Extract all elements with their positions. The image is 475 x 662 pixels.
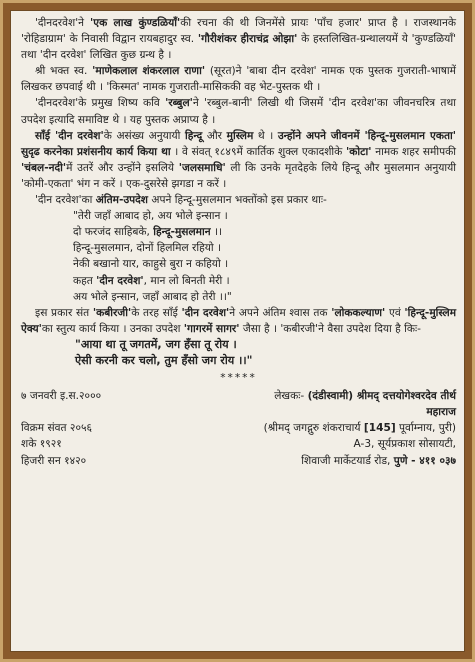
author-title: महाराज — [426, 406, 456, 419]
date-text: ७ जनवरी इ.स.२००० — [21, 390, 102, 403]
verse-line: अय भोले इन्सान, जहॉं आबाद हो तेरी ।।" — [73, 290, 232, 303]
text-run: । वे संवत् १८४९में कार्तिक शुक्ल एकादशीके — [170, 145, 347, 158]
verse-line: दो फरजंद साहिबके, हिन्दू-मुसलमान ।। — [73, 226, 223, 239]
text-run: के तरह सॉंई — [131, 306, 182, 319]
text-run: अपने हिन्दू-मुसलमान भक्तोंको इस प्रकार थाः- — [148, 194, 327, 207]
text-run: ने 'रब्बुल-बानी' लिखी थी जिसमें 'दीन दरवेश'का जीवनचरित्र तथा उपदेश इत्यादि समाविष्ट थे । यह पुस्तक अप्राप्य है । — [21, 97, 456, 126]
bold-text-run: मुस्लिम — [226, 129, 254, 142]
verse-line: नेकी बखानो यार, काहुसे बुरा न कहियो । — [73, 258, 229, 271]
calendar-dates — [21, 420, 92, 468]
address-line-2: A-3, सूर्यप्रकाश सोसायटी, — [353, 438, 456, 451]
footer-block — [21, 420, 456, 468]
author-line: लेखकः- (दंडीस्वामी) श्रीमद् दत्तयोगेश्वरदेव तीर्थ — [274, 390, 456, 403]
text-run: के हस्तलिखित-ग्रन्थालयमें ये 'कुण्डळियॉं' तथा 'दीन दरवेश' लिखित कुछ ग्रन्थ है । — [21, 33, 456, 62]
shake-year: शके १९२१ — [21, 438, 62, 451]
text-run: के असंख्य अनुयायी — [103, 129, 185, 142]
text-run: की रचना की थी जिनमेंसे प्रायः 'पॉंच हजार' प्राप्त है । राजस्थानके 'रोहिडाग्राम' के निवासी विद्वान रायबहादुर स्व. — [21, 17, 457, 46]
text-run: (सूरत)ने 'बाबा दीन दरवेश' नामक एक पुस्तक गुजराती-भाषामें लिखकर छपवाई थी । 'किस्मत' नामक गुजराती-मासिककी वह भेट-पुस्तक थी । — [21, 65, 457, 94]
text-run: जैसा है । 'कबीरजी'ने वैसा उपदेश दिया है किः- — [239, 322, 421, 335]
text-run: एवं — [385, 306, 405, 319]
text-run: का स्तुत्य कार्य किया । उनका उपदेश — [41, 322, 184, 335]
text-run: ने अपने अंतिम श्वास तक — [229, 306, 332, 319]
text-run: इस प्रकार संत — [35, 306, 93, 319]
verse-line: "तेरी जहॉं आबाद हो, अय भोले इन्सान । — [73, 210, 228, 223]
bold-text-run: 'एक लाख कुंण्डळियॉं' — [90, 17, 181, 29]
bold-text-run: 'रब्बुल' — [165, 97, 193, 110]
bold-text-run: 'चंबल-नदी' — [21, 161, 67, 174]
bold-text-run: 'जलसमाधि' — [178, 161, 226, 174]
bold-text-run: 'हिन्दू-मुस्लिम ऐक्य' — [21, 306, 457, 335]
paragraph-5 — [21, 192, 456, 208]
bold-text-run: 'गागरमें सागर' — [183, 322, 240, 335]
text-run: नामक शहर समीपकी — [371, 145, 456, 158]
bold-text-run: 'कबीरजी' — [92, 306, 132, 319]
verse-block-1 — [21, 208, 456, 305]
paragraph-3 — [21, 95, 456, 127]
verse-block-2 — [21, 337, 456, 369]
text-run: श्री भक्त स्व. — [35, 65, 93, 78]
bold-text-run: 'लोककल्याण' — [331, 306, 386, 319]
text-run: में उतरें और उन्होंने इसलिये — [66, 161, 179, 174]
verse-line: हिन्दू-मुसलमान, दोनों हिलमिल रहियो । — [73, 242, 221, 255]
paragraph-2 — [21, 63, 456, 95]
text-run: थे । — [253, 129, 278, 142]
signature-row — [21, 388, 456, 404]
paragraph-6 — [21, 305, 456, 337]
text-run: 'दीनदरवेश'ने — [35, 17, 90, 29]
document-page — [10, 10, 465, 652]
verse-line: "आया था तू जगतमें, जग हँसा तू रोय । — [75, 337, 237, 351]
text-run: 'दीनदरवेश'के प्रमुख शिष्य कवि — [35, 97, 166, 110]
bold-text-run: उन्होंने अपने जीवनमें 'हिन्दू-मुसलमान एकता' सुदृढ करनेका प्रशंसनीय कार्य किया था — [21, 129, 456, 158]
bold-text-run: 'गौरीशंकर हीराचंद्र ओझा' — [197, 33, 298, 46]
address-line-1: (श्रीमद् जगद्गुरु शंकराचार्य [145] पूर्वाम्नाय, पुरी) — [263, 422, 456, 435]
bold-text-run: 'माणेकलाल शंकरलाल राणा' — [92, 65, 206, 78]
bold-text-run: सॉंई 'दीन दरवेश' — [35, 129, 104, 142]
separator-stars: ***** — [220, 372, 257, 385]
paragraph-1 — [21, 15, 456, 63]
verse-line: ऐसी करनी कर चलो, तुम हँसो जग रोय ।।" — [75, 353, 253, 367]
bold-text-run: 'दीन दरवेश' — [181, 306, 230, 319]
verse-line: कहत 'दीन दरवेश', मान लो बिनती मेरी । — [73, 274, 230, 287]
page-frame — [3, 3, 472, 659]
paragraph-4 — [21, 128, 456, 192]
bold-text-run: 'कोटा' — [346, 145, 372, 158]
bold-text-run: हिन्दू — [184, 129, 203, 142]
vikram-samvat: विक्रम संवत २०५६ — [21, 422, 92, 435]
address-line-3: शिवाजी मार्केटयार्ड रोड, पुणे - ४११ ०३७ — [301, 454, 456, 467]
text-run: 'दीन दरवेश'का — [35, 194, 96, 207]
bold-text-run: अंतिम-उपदेश — [95, 194, 149, 207]
text-run: और — [202, 129, 227, 142]
text-run: ली कि उनके मृतदेहके लिये हिन्दू और मुसलमान अनुयायी 'कोमी-एकता' भंग न करें । एक-दुसरेसे झगडा न करें । — [21, 161, 456, 190]
address-block — [264, 420, 456, 468]
hijri-year: हिजरी सन १४२० — [21, 454, 87, 467]
